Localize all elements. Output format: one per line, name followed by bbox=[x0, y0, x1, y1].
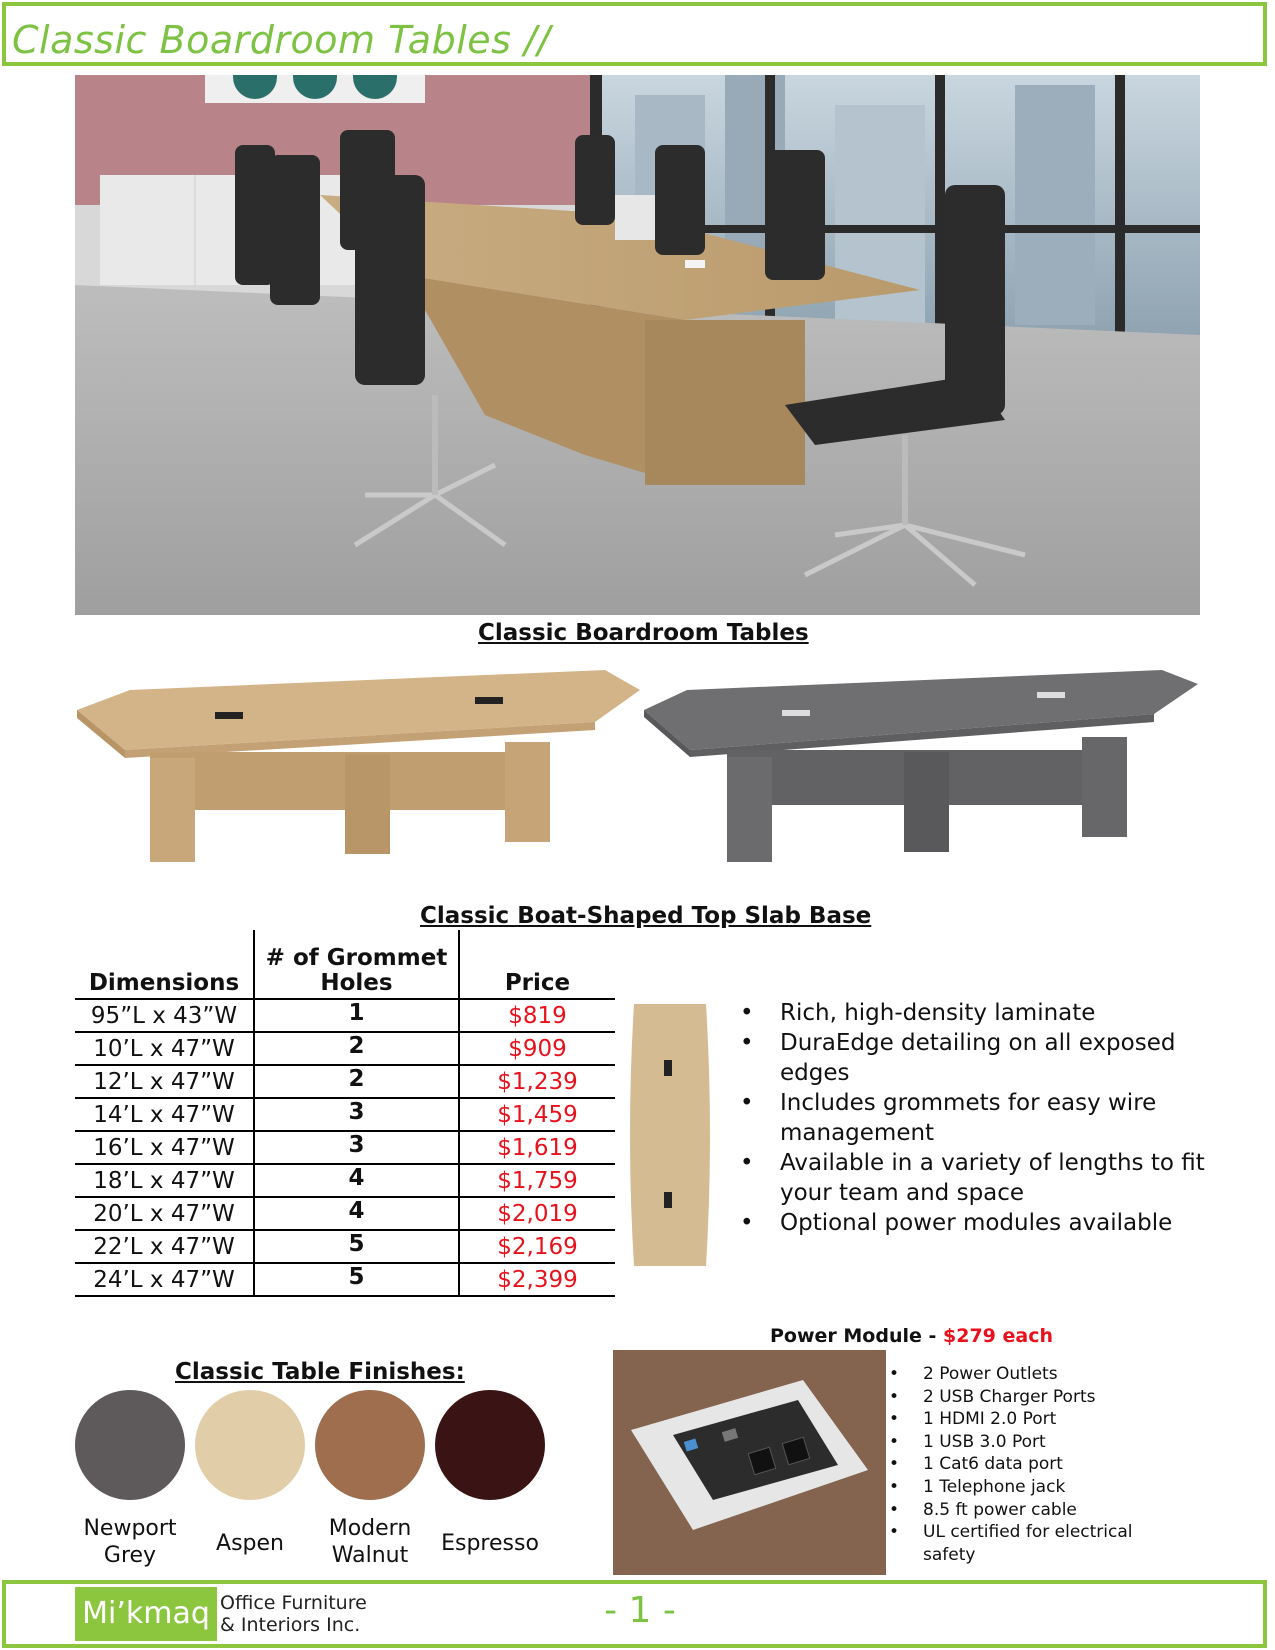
cell-grommets: 3 bbox=[254, 1131, 459, 1164]
page-title: Classic Boardroom Tables // bbox=[12, 18, 551, 62]
table-row bbox=[75, 1263, 615, 1296]
company-name-line1: Office Furniture bbox=[220, 1592, 367, 1614]
list-item: • 2 Power Outlets bbox=[885, 1363, 1175, 1386]
cell-dimensions: 18’L x 47”W bbox=[75, 1164, 254, 1197]
column-header-grommet-holes: # of Grommet Holes bbox=[254, 930, 459, 999]
power-module-label: Power Module - bbox=[770, 1325, 944, 1347]
list-item: • Includes grommets for easy wire management bbox=[740, 1088, 1210, 1148]
list-item: • DuraEdge detailing on all exposed edges bbox=[740, 1028, 1210, 1088]
swatch-modern-walnut bbox=[315, 1390, 425, 1500]
cell-price: $2,399 bbox=[459, 1263, 615, 1296]
cell-dimensions: 95”L x 43”W bbox=[75, 999, 254, 1032]
list-item: • 8.5 ft power cable bbox=[885, 1499, 1175, 1522]
list-item: • 1 Cat6 data port bbox=[885, 1453, 1175, 1476]
cell-dimensions: 14’L x 47”W bbox=[75, 1098, 254, 1131]
cell-grommets: 3 bbox=[254, 1098, 459, 1131]
price-table bbox=[75, 930, 615, 1297]
list-item: • UL certified for electrical safety bbox=[885, 1521, 1175, 1566]
table-row bbox=[75, 1164, 615, 1197]
table-row bbox=[75, 999, 615, 1032]
finish-label-newport-grey: Newport Grey bbox=[83, 1516, 177, 1568]
table-row bbox=[75, 1230, 615, 1263]
hero-boardroom-photo bbox=[75, 75, 1200, 615]
cell-dimensions: 22’L x 47”W bbox=[75, 1230, 254, 1263]
list-item: • Rich, high-density laminate bbox=[740, 998, 1210, 1028]
table-header-row bbox=[75, 930, 615, 999]
cell-grommets: 5 bbox=[254, 1263, 459, 1296]
finish-label-aspen: Aspen bbox=[216, 1531, 284, 1556]
list-item: • 1 Telephone jack bbox=[885, 1476, 1175, 1499]
cell-price: $819 bbox=[459, 999, 615, 1032]
swatch-espresso bbox=[435, 1390, 545, 1500]
cell-price: $2,169 bbox=[459, 1230, 615, 1263]
cell-dimensions: 20’L x 47”W bbox=[75, 1197, 254, 1230]
finish-label-espresso: Espresso bbox=[441, 1531, 539, 1556]
table-row bbox=[75, 1197, 615, 1230]
cell-price: $1,619 bbox=[459, 1131, 615, 1164]
cell-grommets: 2 bbox=[254, 1065, 459, 1098]
cell-grommets: 2 bbox=[254, 1032, 459, 1065]
features-list bbox=[740, 998, 1210, 1238]
cell-grommets: 5 bbox=[254, 1230, 459, 1263]
cell-price: $1,239 bbox=[459, 1065, 615, 1098]
table-row bbox=[75, 1065, 615, 1098]
cell-price: $1,759 bbox=[459, 1164, 615, 1197]
cell-dimensions: 16’L x 47”W bbox=[75, 1131, 254, 1164]
cell-grommets: 4 bbox=[254, 1164, 459, 1197]
cell-price: $1,459 bbox=[459, 1098, 615, 1131]
swatch-newport-grey bbox=[75, 1390, 185, 1500]
cell-dimensions: 12’L x 47”W bbox=[75, 1065, 254, 1098]
finishes-title: Classic Table Finishes: bbox=[175, 1359, 465, 1385]
table-row bbox=[75, 1098, 615, 1131]
column-header-price: Price bbox=[459, 930, 615, 999]
aspen-table-image bbox=[75, 662, 645, 862]
list-item: • Available in a variety of lengths to fit your team and space bbox=[740, 1148, 1210, 1208]
cell-grommets: 4 bbox=[254, 1197, 459, 1230]
company-name bbox=[220, 1592, 367, 1636]
table-top-view-image bbox=[628, 1000, 712, 1270]
company-logo: Mi’kmaq bbox=[75, 1587, 217, 1641]
cell-price: $2,019 bbox=[459, 1197, 615, 1230]
list-item: • Optional power modules available bbox=[740, 1208, 1210, 1238]
column-header-dimensions: Dimensions bbox=[75, 930, 254, 999]
company-name-line2: & Interiors Inc. bbox=[220, 1614, 361, 1636]
power-module-title bbox=[770, 1325, 1053, 1347]
section-heading-boardroom-tables: Classic Boardroom Tables bbox=[478, 620, 809, 646]
list-item: • 1 HDMI 2.0 Port bbox=[885, 1408, 1175, 1431]
page-number: - 1 - bbox=[604, 1590, 676, 1631]
finish-label-modern-walnut: Modern Walnut bbox=[328, 1516, 412, 1568]
cell-dimensions: 10’L x 47”W bbox=[75, 1032, 254, 1065]
cell-grommets: 1 bbox=[254, 999, 459, 1032]
table-row bbox=[75, 1032, 615, 1065]
list-item: • 1 USB 3.0 Port bbox=[885, 1431, 1175, 1454]
newport-grey-table-image bbox=[642, 662, 1200, 862]
cell-dimensions: 24’L x 47”W bbox=[75, 1263, 254, 1296]
list-item: • 2 USB Charger Ports bbox=[885, 1386, 1175, 1409]
power-module-image bbox=[613, 1350, 886, 1575]
section-heading-boat-shaped: Classic Boat-Shaped Top Slab Base bbox=[420, 903, 872, 929]
cell-price: $909 bbox=[459, 1032, 615, 1065]
table-row bbox=[75, 1131, 615, 1164]
power-module-price: $279 each bbox=[943, 1325, 1054, 1347]
power-module-features bbox=[885, 1363, 1175, 1566]
swatch-aspen bbox=[195, 1390, 305, 1500]
